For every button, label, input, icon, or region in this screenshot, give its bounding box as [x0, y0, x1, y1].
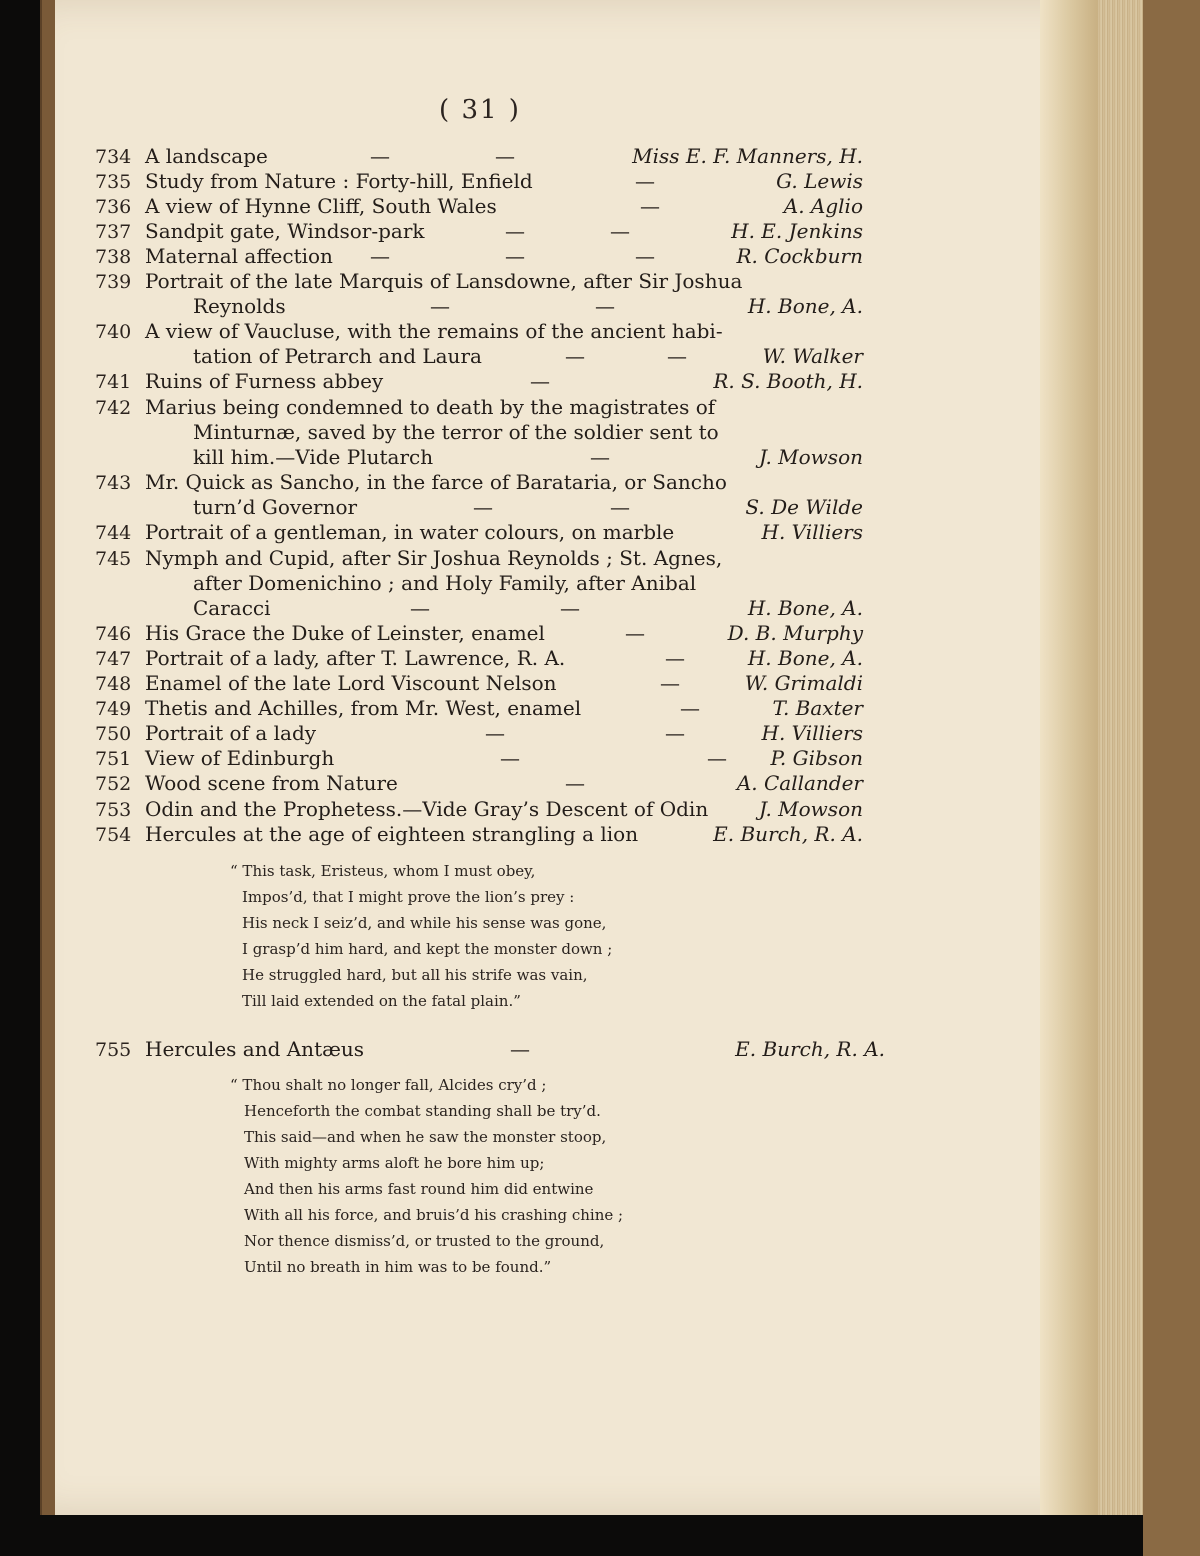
entry-number: 745 — [95, 548, 132, 570]
catalog-entry-continuation — [95, 571, 875, 595]
entry-title: Marius being condemned to death by the magistrates of — [145, 395, 716, 419]
verse-line: Till laid extended on the fatal plain.” — [242, 992, 521, 1010]
catalog-entry-continuation — [95, 445, 875, 469]
verse-line: “ This task, Eristeus, whom I must obey, — [230, 862, 536, 880]
dash: — — [590, 445, 610, 469]
catalog-entry — [95, 244, 875, 268]
entry-artist: Miss E. F. Manners, H. — [632, 144, 863, 168]
entry-artist: D. B. Murphy — [727, 621, 863, 645]
entry-number: 741 — [95, 371, 132, 393]
catalog-entry — [95, 621, 875, 645]
entry-artist: H. Villiers — [761, 520, 863, 544]
dash: — — [635, 244, 655, 268]
catalog-entry — [95, 470, 875, 494]
dash: — — [560, 596, 580, 620]
dash: — — [370, 144, 390, 168]
page-edges — [1098, 0, 1143, 1520]
dash: — — [665, 721, 685, 745]
verse-line: With mighty arms aloft he bore him up; — [244, 1154, 545, 1172]
catalog-entry — [95, 646, 875, 670]
catalog-entry-continuation — [95, 420, 875, 444]
catalog-entry — [95, 771, 875, 795]
dash: — — [370, 244, 390, 268]
dash: — — [610, 495, 630, 519]
entry-number: 738 — [95, 246, 132, 268]
entry-number: 742 — [95, 397, 132, 419]
entry-title: Portrait of a gentleman, in water colours, on marble — [145, 520, 675, 544]
dash: — — [595, 294, 615, 318]
entry-artist: A. Aglio — [783, 194, 863, 218]
verse-line: This said—and when he saw the monster stoop, — [244, 1128, 607, 1146]
entry-artist: G. Lewis — [776, 169, 863, 193]
dash: — — [707, 746, 727, 770]
catalog-entry-continuation — [95, 495, 875, 519]
entry-title-continued: Reynolds — [193, 294, 286, 318]
dash: — — [473, 495, 493, 519]
catalog-entry — [95, 169, 875, 193]
entry-number: 734 — [95, 146, 132, 168]
dash: — — [530, 369, 550, 393]
page-number: ( 31 ) — [439, 95, 521, 125]
catalog-entry-continuation — [95, 344, 875, 368]
dash: — — [610, 219, 630, 243]
entry-title: Study from Nature : Forty-hill, Enfield — [145, 169, 533, 193]
verse-line: And then his arms fast round him did entwine — [244, 1180, 594, 1198]
entry-number: 748 — [95, 673, 132, 695]
entry-artist: T. Baxter — [772, 696, 863, 720]
dash: — — [430, 294, 450, 318]
dash: — — [485, 721, 505, 745]
entry-artist: J. Mowson — [758, 445, 863, 469]
catalog-entry — [95, 671, 875, 695]
dash: — — [495, 144, 515, 168]
catalog-entry — [95, 269, 875, 293]
entry-artist: H. Bone, A. — [747, 646, 863, 670]
dash: — — [510, 1037, 530, 1061]
verse-line: Until no breath in him was to be found.” — [244, 1258, 552, 1276]
catalog-entry — [95, 696, 875, 720]
entry-title: A view of Vaucluse, with the remains of the ancient habi- — [145, 319, 723, 343]
catalog-entry — [95, 319, 875, 343]
entry-title: Portrait of the late Marquis of Lansdowne, after Sir Joshua — [145, 269, 743, 293]
entry-artist: R. Cockburn — [736, 244, 863, 268]
entry-number: 737 — [95, 221, 132, 243]
dash: — — [565, 771, 585, 795]
entry-title: Hercules at the age of eighteen strangling a lion — [145, 822, 639, 846]
entry-title: A view of Hynne Cliff, South Wales — [145, 194, 497, 218]
entry-title-continued: kill him.—Vide Plutarch — [193, 445, 434, 469]
verse-line: Impos’d, that I might prove the lion’s prey : — [242, 888, 575, 906]
entry-artist: H. Villiers — [761, 721, 863, 745]
background-strip — [40, 1515, 1143, 1556]
entry-title: Thetis and Achilles, from Mr. West, enamel — [145, 696, 582, 720]
catalog-entry-continuation — [95, 596, 875, 620]
entry-number: 735 — [95, 171, 132, 193]
dash: — — [505, 219, 525, 243]
entry-title: Enamel of the late Lord Viscount Nelson — [145, 671, 557, 695]
entry-title-continued: Minturnæ, saved by the terror of the soldier sent to — [193, 420, 719, 444]
catalog-entry — [95, 546, 875, 570]
entry-title-continued: turn’d Governor — [193, 495, 358, 519]
verse-line: With all his force, and bruis’d his crashing chine ; — [244, 1206, 624, 1224]
entry-title: Wood scene from Nature — [145, 771, 398, 795]
entry-artist: S. De Wilde — [745, 495, 863, 519]
verse-line: His neck I seiz’d, and while his sense was gone, — [242, 914, 607, 932]
entry-artist: R. S. Booth, H. — [713, 369, 863, 393]
entry-artist: W. Grimaldi — [744, 671, 863, 695]
entry-number: 747 — [95, 648, 132, 670]
book-spine — [1143, 0, 1200, 1556]
verse-line: “ Thou shalt no longer fall, Alcides cry’d ; — [230, 1076, 547, 1094]
dash: — — [680, 696, 700, 720]
entry-artist: W. Walker — [762, 344, 863, 368]
entry-title: Nymph and Cupid, after Sir Joshua Reynolds ; St. Agnes, — [145, 546, 723, 570]
entry-title: A landscape — [145, 144, 268, 168]
verse-line: I grasp’d him hard, and kept the monster down ; — [242, 940, 613, 958]
entry-artist: H. E. Jenkins — [731, 219, 863, 243]
entry-number: 751 — [95, 748, 132, 770]
entry-title-continued: after Domenichino ; and Holy Family, after Anibal — [193, 571, 697, 595]
entry-artist: H. Bone, A. — [747, 596, 863, 620]
catalog-entry — [95, 369, 875, 393]
catalog-entry-continuation — [95, 294, 875, 318]
catalog-entry — [95, 144, 875, 168]
entry-title: Hercules and Antæus — [145, 1037, 365, 1061]
catalog-entry — [95, 395, 875, 419]
entry-title: Maternal affection — [145, 244, 333, 268]
entry-number: 744 — [95, 522, 132, 544]
dash: — — [500, 746, 520, 770]
entry-artist: J. Mowson — [758, 797, 863, 821]
entry-title: View of Edinburgh — [145, 746, 335, 770]
catalog-entry — [95, 219, 875, 243]
verse-line: Henceforth the combat standing shall be try’d. — [244, 1102, 601, 1120]
entry-artist: E. Burch, R. A. — [713, 822, 863, 846]
dash: — — [505, 244, 525, 268]
entry-number: 753 — [95, 799, 132, 821]
entry-title: Portrait of a lady, after T. Lawrence, R. A. — [145, 646, 566, 670]
catalog-entry — [95, 1037, 885, 1061]
catalog-entry — [95, 520, 875, 544]
entry-number: 755 — [95, 1039, 132, 1061]
entry-artist: E. Burch, R. A. — [735, 1037, 885, 1061]
entry-title-continued: Caracci — [193, 596, 271, 620]
verse-line: Nor thence dismiss’d, or trusted to the ground, — [244, 1232, 605, 1250]
entry-number: 752 — [95, 773, 132, 795]
dash: — — [410, 596, 430, 620]
entry-title-continued: tation of Petrarch and Laura — [193, 344, 482, 368]
dash: — — [635, 169, 655, 193]
verse-quotation — [230, 858, 750, 1014]
entry-number: 749 — [95, 698, 132, 720]
dash: — — [640, 194, 660, 218]
catalog-entry — [95, 822, 875, 846]
entry-title: Sandpit gate, Windsor-park — [145, 219, 425, 243]
entry-title: Portrait of a lady — [145, 721, 317, 745]
dash: — — [660, 671, 680, 695]
entry-title: Mr. Quick as Sancho, in the farce of Barataria, or Sancho — [145, 470, 727, 494]
dash: — — [565, 344, 585, 368]
entry-number: 736 — [95, 196, 132, 218]
catalog-entry — [95, 194, 875, 218]
entry-number: 740 — [95, 321, 132, 343]
dash: — — [667, 344, 687, 368]
entry-artist: A. Callander — [736, 771, 863, 795]
entry-title: His Grace the Duke of Leinster, enamel — [145, 621, 545, 645]
entry-artist: H. Bone, A. — [747, 294, 863, 318]
entry-title: Odin and the Prophetess.—Vide Gray’s Descent of Odin — [145, 797, 709, 821]
dash: — — [665, 646, 685, 670]
entry-artist: P. Gibson — [770, 746, 863, 770]
entry-number: 754 — [95, 824, 132, 846]
verse-line: He struggled hard, but all his strife was vain, — [242, 966, 588, 984]
entry-title: Ruins of Furness abbey — [145, 369, 384, 393]
entry-number: 739 — [95, 271, 132, 293]
entry-number: 746 — [95, 623, 132, 645]
catalog-entry — [95, 746, 875, 770]
catalog-entry — [95, 797, 875, 821]
dash: — — [625, 621, 645, 645]
entry-number: 743 — [95, 472, 132, 494]
catalog-entry — [95, 721, 875, 745]
entry-number: 750 — [95, 723, 132, 745]
verse-quotation — [230, 1072, 750, 1280]
